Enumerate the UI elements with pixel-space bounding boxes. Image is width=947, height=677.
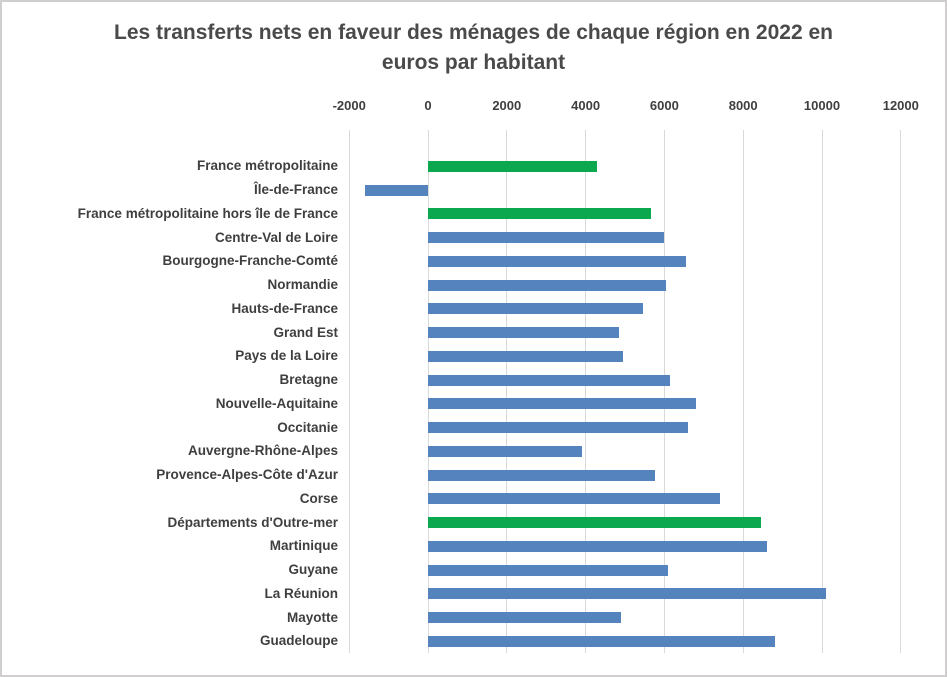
bar-positive xyxy=(428,375,670,386)
bar-positive xyxy=(428,517,761,528)
category-label: Auvergne-Rhône-Alpes xyxy=(187,443,338,459)
x-tick-label: 2000 xyxy=(492,98,522,113)
x-tick-label: 8000 xyxy=(728,98,758,113)
gridline xyxy=(822,130,823,653)
bar-positive xyxy=(428,256,686,267)
bar-positive xyxy=(428,208,651,219)
category-label: Bourgogne-Franche-Comté xyxy=(162,253,338,269)
category-label: Grand Est xyxy=(273,324,338,340)
x-tick-label: 6000 xyxy=(649,98,679,113)
chart-title: Les transferts nets en faveur des ménages de chaque région en 2022 en euros par habitant xyxy=(114,21,833,74)
x-tick-label: -2000 xyxy=(332,98,366,113)
bar-positive xyxy=(428,351,623,362)
category-label: Provence-Alpes-Côte d'Azur xyxy=(156,467,338,483)
bar-positive xyxy=(428,232,664,243)
category-label: La Réunion xyxy=(264,585,338,601)
bar-positive xyxy=(428,446,582,457)
category-label: France métropolitaine hors île de France xyxy=(77,205,338,221)
bar-positive xyxy=(428,636,775,647)
bar-positive xyxy=(428,541,767,552)
category-label: Nouvelle-Aquitaine xyxy=(215,395,338,411)
category-label: France métropolitaine xyxy=(196,158,338,174)
category-label: Départements d'Outre-mer xyxy=(167,514,338,530)
bar-positive xyxy=(428,470,655,481)
x-tick-label: 12000 xyxy=(882,98,919,113)
category-label: Mayotte xyxy=(286,609,338,625)
category-label: Centre-Val de Loire xyxy=(214,229,338,245)
x-tick-label: 10000 xyxy=(803,98,841,113)
gridline xyxy=(900,130,901,653)
bar-positive xyxy=(428,327,619,338)
category-label: Normandie xyxy=(267,277,338,293)
bar-positive xyxy=(428,422,688,433)
category-label: Corse xyxy=(299,490,338,506)
gridline xyxy=(743,130,744,653)
bar-positive xyxy=(428,398,696,409)
category-label: Pays de la Loire xyxy=(235,348,338,364)
bar-positive xyxy=(428,303,643,314)
category-label: Bretagne xyxy=(279,372,338,388)
gridline xyxy=(349,130,350,653)
category-label: Île-de-France xyxy=(253,182,338,198)
category-label: Guyane xyxy=(288,562,338,578)
x-tick-label: 4000 xyxy=(571,98,601,113)
bar-positive xyxy=(428,612,621,623)
bar-negative xyxy=(365,185,428,196)
bar-positive xyxy=(428,161,597,172)
category-label: Hauts-de-France xyxy=(231,300,338,316)
bar-positive xyxy=(428,588,826,599)
bar-positive xyxy=(428,493,720,504)
category-label: Guadeloupe xyxy=(259,633,338,649)
bar-positive xyxy=(428,565,668,576)
category-label: Martinique xyxy=(269,538,338,554)
bar-positive xyxy=(428,280,666,291)
category-label: Occitanie xyxy=(277,419,338,435)
x-tick-label: 0 xyxy=(424,98,432,113)
